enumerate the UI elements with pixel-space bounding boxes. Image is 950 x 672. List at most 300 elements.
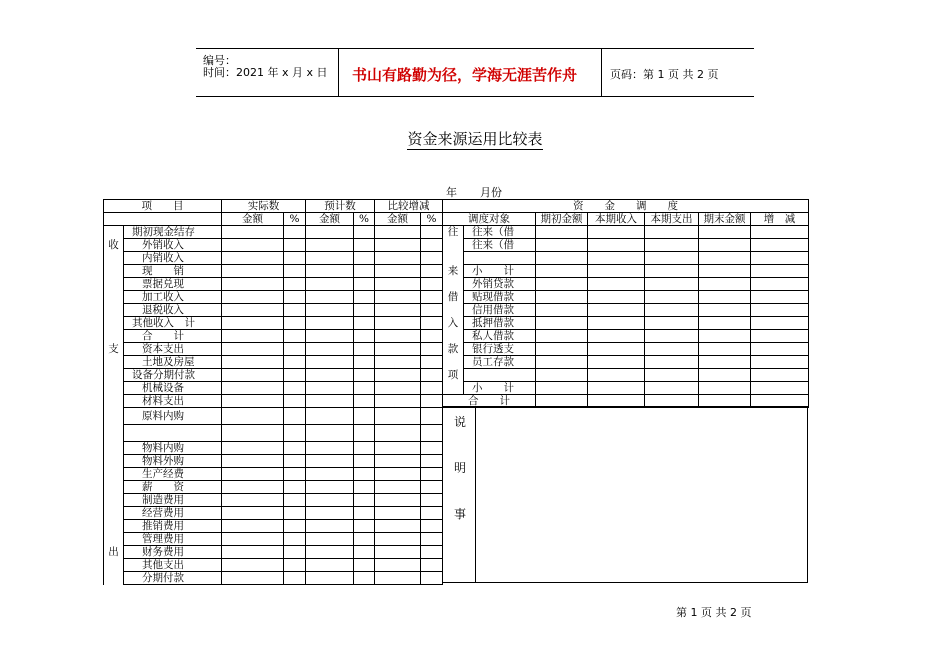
table-row xyxy=(104,317,443,330)
side-label: 款 xyxy=(443,343,464,356)
value-cell[interactable] xyxy=(536,369,588,382)
value-cell[interactable] xyxy=(645,291,699,304)
value-cell[interactable] xyxy=(284,520,306,533)
value-cell[interactable] xyxy=(284,356,306,369)
value-cell[interactable] xyxy=(421,546,443,559)
value-cell[interactable] xyxy=(536,304,588,317)
value-cell[interactable] xyxy=(222,494,284,507)
table-row xyxy=(104,265,443,278)
value-cell[interactable] xyxy=(306,408,354,425)
value-cell[interactable] xyxy=(699,265,751,278)
value-cell[interactable] xyxy=(306,252,354,265)
value-cell[interactable] xyxy=(306,278,354,291)
value-cell[interactable] xyxy=(354,265,375,278)
value-cell[interactable] xyxy=(421,356,443,369)
value-cell[interactable] xyxy=(306,226,354,239)
value-cell[interactable] xyxy=(284,226,306,239)
value-cell[interactable] xyxy=(354,330,375,343)
value-cell[interactable] xyxy=(354,520,375,533)
value-cell[interactable] xyxy=(751,317,809,330)
side-label xyxy=(443,304,464,317)
value-cell[interactable] xyxy=(284,408,306,425)
value-cell[interactable] xyxy=(354,468,375,481)
value-cell[interactable] xyxy=(699,239,751,252)
value-cell[interactable] xyxy=(699,278,751,291)
value-cell[interactable] xyxy=(284,291,306,304)
value-cell[interactable] xyxy=(421,330,443,343)
value-cell[interactable] xyxy=(421,278,443,291)
value-cell[interactable] xyxy=(354,442,375,455)
value-cell[interactable] xyxy=(751,356,809,369)
value-cell[interactable] xyxy=(354,304,375,317)
value-cell[interactable] xyxy=(284,239,306,252)
value-cell[interactable] xyxy=(284,494,306,507)
value-cell[interactable] xyxy=(306,395,354,408)
side-label xyxy=(104,425,124,442)
value-cell[interactable] xyxy=(354,369,375,382)
value-cell[interactable] xyxy=(588,239,645,252)
value-cell[interactable] xyxy=(375,520,421,533)
value-cell[interactable] xyxy=(699,369,751,382)
value-cell[interactable] xyxy=(354,533,375,546)
page-indicator: 页码：第 1 页 共 2 页 xyxy=(610,68,719,81)
table-row xyxy=(443,304,809,317)
value-cell[interactable] xyxy=(588,369,645,382)
value-cell[interactable] xyxy=(375,382,421,395)
row-label: 其他收入 计 xyxy=(124,317,222,330)
value-cell[interactable] xyxy=(354,356,375,369)
value-cell[interactable] xyxy=(536,382,588,395)
value-cell[interactable] xyxy=(421,455,443,468)
value-cell[interactable] xyxy=(375,330,421,343)
value-cell[interactable] xyxy=(421,572,443,585)
value-cell[interactable] xyxy=(699,226,751,239)
value-cell[interactable] xyxy=(222,408,284,425)
serial-label: 编号： xyxy=(203,54,236,67)
value-cell[interactable] xyxy=(354,559,375,572)
value-cell[interactable] xyxy=(699,252,751,265)
header-bottom-rule xyxy=(196,96,754,97)
sources-uses-table xyxy=(103,199,443,585)
value-cell[interactable] xyxy=(421,559,443,572)
side-label xyxy=(443,330,464,343)
value-cell[interactable] xyxy=(751,265,809,278)
value-cell[interactable] xyxy=(536,278,588,291)
fund-dispatch-table xyxy=(442,199,809,408)
header-row-1 xyxy=(104,200,443,213)
value-cell[interactable] xyxy=(354,395,375,408)
value-cell[interactable] xyxy=(354,507,375,520)
value-cell[interactable] xyxy=(222,520,284,533)
value-cell[interactable] xyxy=(222,369,284,382)
value-cell[interactable] xyxy=(306,317,354,330)
row-label: 资本支出 xyxy=(124,343,222,356)
dispatch-target: 抵押借款 xyxy=(464,317,536,330)
value-cell[interactable] xyxy=(222,507,284,520)
row-label: 财务费用 xyxy=(124,546,222,559)
dispatch-target: 小 计 xyxy=(464,265,536,278)
side-label xyxy=(104,317,124,330)
value-cell[interactable] xyxy=(375,356,421,369)
value-cell[interactable] xyxy=(375,265,421,278)
value-cell[interactable] xyxy=(284,546,306,559)
value-cell[interactable] xyxy=(645,252,699,265)
value-cell[interactable] xyxy=(421,468,443,481)
value-cell[interactable] xyxy=(306,239,354,252)
value-cell[interactable] xyxy=(421,481,443,494)
value-cell[interactable] xyxy=(421,533,443,546)
value-cell[interactable] xyxy=(375,533,421,546)
value-cell[interactable] xyxy=(645,265,699,278)
value-cell[interactable] xyxy=(354,572,375,585)
value-cell[interactable] xyxy=(645,317,699,330)
col-actual-header: 实际数 xyxy=(222,200,306,213)
value-cell[interactable] xyxy=(354,278,375,291)
value-cell[interactable] xyxy=(284,442,306,455)
value-cell[interactable] xyxy=(284,395,306,408)
value-cell[interactable] xyxy=(375,507,421,520)
value-cell[interactable] xyxy=(375,494,421,507)
value-cell[interactable] xyxy=(699,382,751,395)
table-row xyxy=(104,546,443,559)
value-cell[interactable] xyxy=(645,356,699,369)
value-cell[interactable] xyxy=(421,425,443,442)
value-cell[interactable] xyxy=(284,369,306,382)
value-cell[interactable] xyxy=(354,481,375,494)
value-cell[interactable] xyxy=(536,343,588,356)
value-cell[interactable] xyxy=(306,265,354,278)
value-cell[interactable] xyxy=(751,330,809,343)
row-label: 管理费用 xyxy=(124,533,222,546)
value-cell[interactable] xyxy=(222,468,284,481)
value-cell[interactable] xyxy=(751,291,809,304)
value-cell[interactable] xyxy=(588,226,645,239)
value-cell[interactable] xyxy=(354,455,375,468)
value-cell[interactable] xyxy=(306,330,354,343)
table-row xyxy=(104,455,443,468)
value-cell[interactable] xyxy=(306,533,354,546)
value-cell[interactable] xyxy=(699,317,751,330)
table-row xyxy=(104,481,443,494)
year-label: 年 xyxy=(446,186,457,199)
row-label: 生产经费 xyxy=(124,468,222,481)
value-cell[interactable] xyxy=(699,343,751,356)
dispatch-target xyxy=(464,369,536,382)
value-cell[interactable] xyxy=(354,239,375,252)
value-cell[interactable] xyxy=(222,278,284,291)
side-label xyxy=(104,369,124,382)
blank-header-cell xyxy=(104,213,222,226)
value-cell[interactable] xyxy=(222,481,284,494)
value-cell[interactable] xyxy=(699,330,751,343)
col-budget-header: 预计数 xyxy=(306,200,375,213)
value-cell[interactable] xyxy=(421,252,443,265)
value-cell[interactable] xyxy=(284,343,306,356)
value-cell[interactable] xyxy=(354,252,375,265)
side-label xyxy=(104,330,124,343)
row-label: 土地及房屋 xyxy=(124,356,222,369)
row-label: 其他支出 xyxy=(124,559,222,572)
value-cell[interactable] xyxy=(751,382,809,395)
value-cell[interactable] xyxy=(354,408,375,425)
value-cell[interactable] xyxy=(536,291,588,304)
value-cell[interactable] xyxy=(588,304,645,317)
table-row xyxy=(104,356,443,369)
value-cell[interactable] xyxy=(645,304,699,317)
side-label xyxy=(104,356,124,369)
value-cell[interactable] xyxy=(222,317,284,330)
row-label: 制造费用 xyxy=(124,494,222,507)
value-cell[interactable] xyxy=(284,265,306,278)
value-cell[interactable] xyxy=(375,481,421,494)
value-cell[interactable] xyxy=(284,304,306,317)
value-cell[interactable] xyxy=(375,395,421,408)
value-cell[interactable] xyxy=(645,343,699,356)
value-cell[interactable] xyxy=(306,382,354,395)
value-cell[interactable] xyxy=(306,455,354,468)
dispatch-target: 往来（借 xyxy=(464,226,536,239)
table-row xyxy=(443,343,809,356)
value-cell[interactable] xyxy=(645,369,699,382)
row-label: 推销费用 xyxy=(124,520,222,533)
value-cell[interactable] xyxy=(222,442,284,455)
value-cell[interactable] xyxy=(421,395,443,408)
value-cell[interactable] xyxy=(421,239,443,252)
value-cell[interactable] xyxy=(306,369,354,382)
row-label xyxy=(124,425,222,442)
value-cell[interactable] xyxy=(375,442,421,455)
notes-divider xyxy=(475,407,476,582)
side-label: 支 xyxy=(104,343,124,356)
value-cell[interactable] xyxy=(222,304,284,317)
value-cell[interactable] xyxy=(375,226,421,239)
value-cell[interactable] xyxy=(588,356,645,369)
value-cell[interactable] xyxy=(375,455,421,468)
value-cell[interactable] xyxy=(536,265,588,278)
value-cell[interactable] xyxy=(375,546,421,559)
value-cell[interactable] xyxy=(751,226,809,239)
pct-header: % xyxy=(421,213,443,226)
value-cell[interactable] xyxy=(306,507,354,520)
value-cell[interactable] xyxy=(222,533,284,546)
value-cell[interactable] xyxy=(222,226,284,239)
value-cell[interactable] xyxy=(421,265,443,278)
value-cell[interactable] xyxy=(284,468,306,481)
value-cell[interactable] xyxy=(306,442,354,455)
value-cell[interactable] xyxy=(375,572,421,585)
value-cell[interactable] xyxy=(645,226,699,239)
value-cell[interactable] xyxy=(375,343,421,356)
side-label: 出 xyxy=(104,546,124,559)
value-cell[interactable] xyxy=(645,382,699,395)
payments-header: 本期支出 xyxy=(645,213,699,226)
value-cell[interactable] xyxy=(375,369,421,382)
value-cell[interactable] xyxy=(421,226,443,239)
value-cell[interactable] xyxy=(421,304,443,317)
value-cell[interactable] xyxy=(222,343,284,356)
value-cell[interactable] xyxy=(588,278,645,291)
value-cell[interactable] xyxy=(421,343,443,356)
value-cell[interactable] xyxy=(354,291,375,304)
value-cell[interactable] xyxy=(354,343,375,356)
value-cell[interactable] xyxy=(284,572,306,585)
value-cell[interactable] xyxy=(354,317,375,330)
value-cell[interactable] xyxy=(421,382,443,395)
value-cell[interactable] xyxy=(588,343,645,356)
value-cell[interactable] xyxy=(421,317,443,330)
value-cell[interactable] xyxy=(375,239,421,252)
value-cell[interactable] xyxy=(421,408,443,425)
value-cell[interactable] xyxy=(284,425,306,442)
side-label: 借 xyxy=(443,291,464,304)
value-cell[interactable] xyxy=(536,317,588,330)
value-cell[interactable] xyxy=(536,330,588,343)
value-cell[interactable] xyxy=(284,252,306,265)
dispatch-target: 私人借款 xyxy=(464,330,536,343)
value-cell[interactable] xyxy=(222,239,284,252)
value-cell[interactable] xyxy=(375,278,421,291)
value-cell[interactable] xyxy=(421,291,443,304)
value-cell[interactable] xyxy=(354,226,375,239)
value-cell[interactable] xyxy=(306,481,354,494)
value-cell[interactable] xyxy=(375,252,421,265)
value-cell[interactable] xyxy=(588,291,645,304)
value-cell[interactable] xyxy=(421,369,443,382)
value-cell[interactable] xyxy=(222,546,284,559)
value-cell[interactable] xyxy=(375,559,421,572)
value-cell[interactable] xyxy=(306,343,354,356)
row-label: 原料内购 xyxy=(124,408,222,425)
value-cell[interactable] xyxy=(284,330,306,343)
value-cell[interactable] xyxy=(421,520,443,533)
value-cell[interactable] xyxy=(222,265,284,278)
value-cell[interactable] xyxy=(284,278,306,291)
value-cell[interactable] xyxy=(222,356,284,369)
value-cell[interactable] xyxy=(222,330,284,343)
value-cell[interactable] xyxy=(306,425,354,442)
table-row xyxy=(443,356,809,369)
value-cell[interactable] xyxy=(699,291,751,304)
motto-text: 书山有路勤为径，学海无涯苦作舟 xyxy=(352,66,578,84)
value-cell[interactable] xyxy=(222,455,284,468)
value-cell[interactable] xyxy=(751,239,809,252)
value-cell[interactable] xyxy=(222,395,284,408)
value-cell[interactable] xyxy=(284,559,306,572)
value-cell[interactable] xyxy=(306,468,354,481)
value-cell[interactable] xyxy=(222,291,284,304)
value-cell[interactable] xyxy=(306,559,354,572)
value-cell[interactable] xyxy=(645,278,699,291)
value-cell[interactable] xyxy=(222,382,284,395)
side-label xyxy=(104,226,124,239)
value-cell[interactable] xyxy=(536,356,588,369)
value-cell[interactable] xyxy=(751,343,809,356)
value-cell[interactable] xyxy=(536,226,588,239)
value-cell[interactable] xyxy=(536,239,588,252)
value-cell[interactable] xyxy=(751,252,809,265)
fund-dispatch-header: 资 金 调 度 xyxy=(443,200,809,213)
side-label: 来 xyxy=(443,265,464,278)
value-cell[interactable] xyxy=(306,546,354,559)
value-cell[interactable] xyxy=(284,507,306,520)
value-cell[interactable] xyxy=(284,455,306,468)
value-cell[interactable] xyxy=(375,408,421,425)
table-row xyxy=(104,395,443,408)
side-label xyxy=(104,533,124,546)
value-cell[interactable] xyxy=(375,304,421,317)
table-row xyxy=(443,265,809,278)
value-cell[interactable] xyxy=(751,304,809,317)
dispatch-target: 往来（借 xyxy=(464,239,536,252)
value-cell[interactable] xyxy=(354,546,375,559)
value-cell[interactable] xyxy=(306,572,354,585)
value-cell[interactable] xyxy=(421,442,443,455)
value-cell[interactable] xyxy=(588,317,645,330)
side-label xyxy=(104,278,124,291)
value-cell[interactable] xyxy=(751,278,809,291)
value-cell[interactable] xyxy=(306,304,354,317)
value-cell[interactable] xyxy=(306,291,354,304)
value-cell[interactable] xyxy=(354,382,375,395)
value-cell[interactable] xyxy=(375,468,421,481)
value-cell[interactable] xyxy=(536,252,588,265)
value-cell[interactable] xyxy=(222,559,284,572)
value-cell[interactable] xyxy=(306,356,354,369)
amount-header: 金额 xyxy=(222,213,284,226)
row-label: 物料内购 xyxy=(124,442,222,455)
value-cell[interactable] xyxy=(699,356,751,369)
table-row xyxy=(443,278,809,291)
value-cell[interactable] xyxy=(306,494,354,507)
value-cell[interactable] xyxy=(645,330,699,343)
table-row xyxy=(443,226,809,239)
value-cell[interactable] xyxy=(588,265,645,278)
value-cell[interactable] xyxy=(588,382,645,395)
value-cell[interactable] xyxy=(645,239,699,252)
value-cell[interactable] xyxy=(222,425,284,442)
value-cell[interactable] xyxy=(421,507,443,520)
value-cell[interactable] xyxy=(222,572,284,585)
value-cell[interactable] xyxy=(588,252,645,265)
header-top-rule xyxy=(196,48,754,49)
value-cell[interactable] xyxy=(354,494,375,507)
value-cell[interactable] xyxy=(375,291,421,304)
value-cell[interactable] xyxy=(588,330,645,343)
value-cell[interactable] xyxy=(284,481,306,494)
value-cell[interactable] xyxy=(699,304,751,317)
value-cell[interactable] xyxy=(284,382,306,395)
value-cell[interactable] xyxy=(306,520,354,533)
value-cell[interactable] xyxy=(354,425,375,442)
change-header: 增 减 xyxy=(751,213,809,226)
header-row-2 xyxy=(104,213,443,226)
value-cell[interactable] xyxy=(375,425,421,442)
month-label: 月份 xyxy=(480,186,502,199)
table-row xyxy=(104,330,443,343)
row-label: 设备分期付款 xyxy=(124,369,222,382)
value-cell[interactable] xyxy=(421,494,443,507)
side-label xyxy=(104,382,124,395)
value-cell[interactable] xyxy=(222,252,284,265)
notes-label-2: 明 xyxy=(454,461,467,475)
row-label: 外销收入 xyxy=(124,239,222,252)
value-cell[interactable] xyxy=(284,533,306,546)
value-cell[interactable] xyxy=(284,317,306,330)
value-cell[interactable] xyxy=(375,317,421,330)
value-cell[interactable] xyxy=(751,369,809,382)
page-title-text: 资金来源运用比较表 xyxy=(407,130,543,148)
side-label xyxy=(104,408,124,425)
